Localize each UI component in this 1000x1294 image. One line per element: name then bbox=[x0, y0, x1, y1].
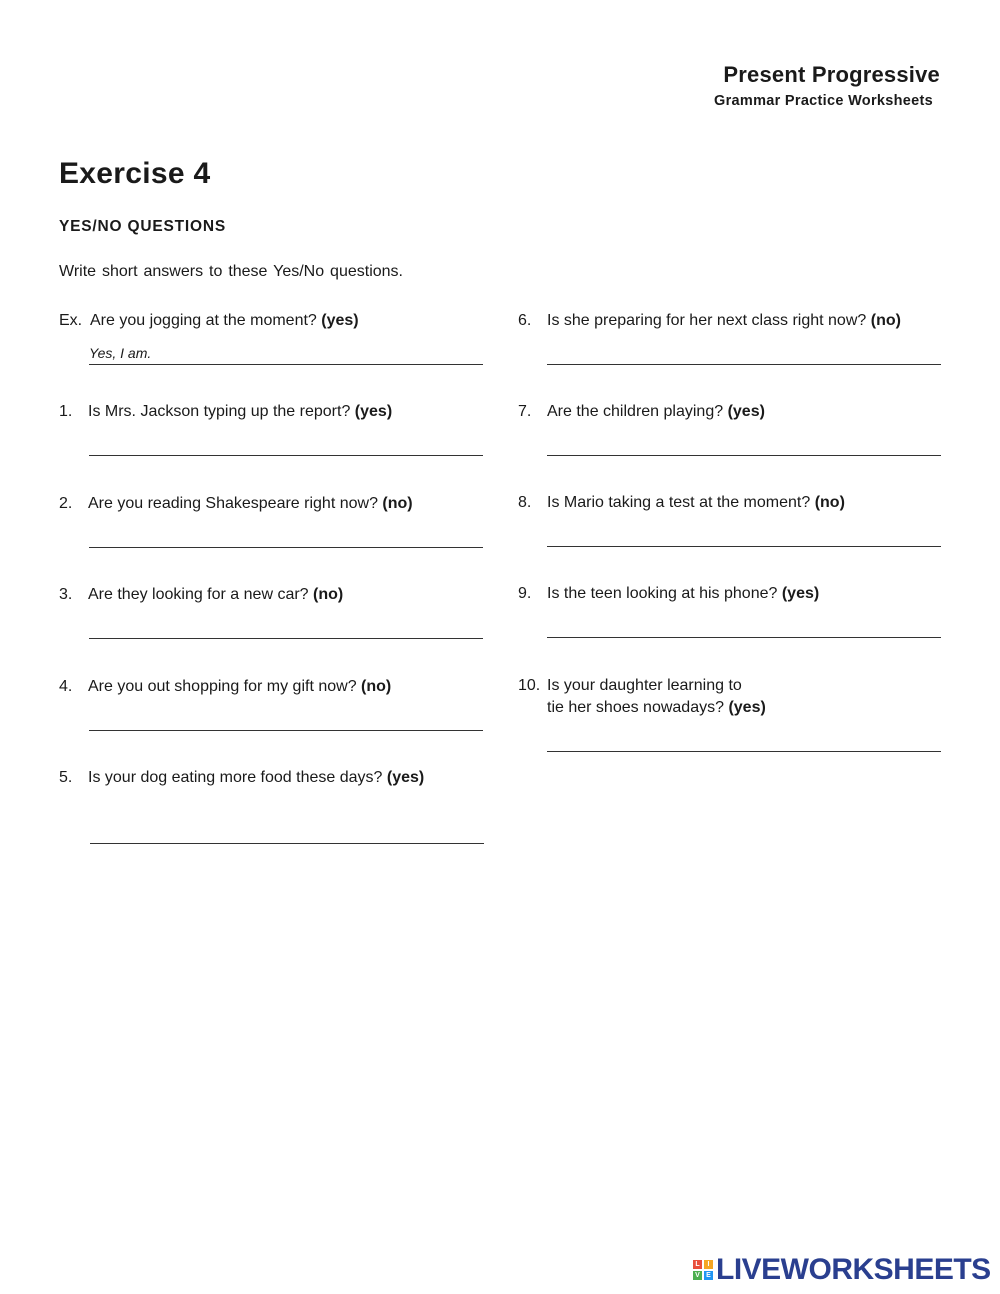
answer-cue: (yes) bbox=[728, 699, 766, 716]
question-text: Are they looking for a new car? bbox=[88, 586, 309, 603]
document-title: Present Progressive bbox=[723, 62, 940, 87]
answer-cue: (no) bbox=[870, 312, 901, 329]
example-answer-line bbox=[89, 344, 483, 365]
answer-cue: (yes) bbox=[727, 403, 765, 420]
answer-cue: (no) bbox=[382, 495, 413, 512]
example-label: Ex. bbox=[59, 312, 83, 329]
answer-input-6[interactable] bbox=[547, 344, 941, 365]
question-number: 2. bbox=[59, 495, 73, 512]
answer-input-7[interactable] bbox=[547, 435, 941, 456]
exercise-title: Exercise 4 bbox=[59, 157, 211, 190]
answer-input-8[interactable] bbox=[547, 526, 941, 547]
logo-text: LIVEWORKSHEETS bbox=[716, 1253, 991, 1286]
question-number: 10. bbox=[518, 677, 541, 694]
question-number: 5. bbox=[59, 769, 73, 786]
answer-input-3[interactable] bbox=[89, 618, 483, 639]
question-text: Is Mario taking a test at the moment? bbox=[547, 494, 811, 511]
question-text: Is Mrs. Jackson typing up the report? bbox=[88, 403, 351, 420]
question-number: 1. bbox=[59, 403, 73, 420]
question-text: Are you out shopping for my gift now? bbox=[88, 678, 357, 695]
logo-letter: V bbox=[693, 1271, 702, 1280]
example-question-text: Are you jogging at the moment? bbox=[90, 312, 317, 329]
example-cue: (yes) bbox=[321, 312, 359, 329]
logo-letter: I bbox=[704, 1260, 713, 1269]
answer-cue: (yes) bbox=[781, 585, 820, 602]
question-text: Are you reading Shakespeare right now? bbox=[88, 495, 378, 512]
question-number: 9. bbox=[518, 585, 532, 602]
question-text: Is the teen looking at his phone? bbox=[547, 585, 778, 602]
logo-letter: L bbox=[693, 1260, 702, 1269]
answer-input-10[interactable] bbox=[547, 731, 941, 752]
liveworksheets-logo bbox=[693, 1253, 991, 1287]
answer-cue: (yes) bbox=[386, 769, 425, 786]
section-heading: YES/NO QUESTIONS bbox=[59, 218, 226, 235]
answer-input-1[interactable] bbox=[89, 435, 483, 456]
question-text-line2: tie her shoes nowadays? bbox=[547, 699, 724, 716]
answer-input-2[interactable] bbox=[89, 527, 483, 548]
example-answer: Yes, I am. bbox=[89, 345, 152, 361]
document-subtitle: Grammar Practice Worksheets bbox=[714, 93, 933, 109]
answer-cue: (no) bbox=[313, 586, 344, 603]
question-text: Are the children playing? bbox=[547, 403, 724, 420]
answer-cue: (no) bbox=[361, 678, 392, 695]
answer-cue: (no) bbox=[814, 494, 845, 511]
answer-input-5[interactable] bbox=[90, 823, 484, 844]
question-text: Is she preparing for her next class right now? bbox=[547, 312, 867, 329]
question-number: 8. bbox=[518, 494, 532, 511]
answer-cue: (yes) bbox=[354, 403, 393, 420]
logo-icon bbox=[693, 1260, 713, 1280]
logo-letter: E bbox=[704, 1271, 713, 1280]
document-header bbox=[714, 62, 940, 109]
instructions: Write short answers to these Yes/No questions. bbox=[59, 263, 403, 280]
question-text: Is your dog eating more food these days? bbox=[88, 769, 383, 786]
question-number: 7. bbox=[518, 403, 532, 420]
answer-input-9[interactable] bbox=[547, 617, 941, 638]
question-number: 4. bbox=[59, 678, 73, 695]
question-number: 6. bbox=[518, 312, 532, 329]
question-text-line1: Is your daughter learning to bbox=[547, 677, 742, 694]
question-number: 3. bbox=[59, 586, 73, 603]
answer-input-4[interactable] bbox=[89, 710, 483, 731]
